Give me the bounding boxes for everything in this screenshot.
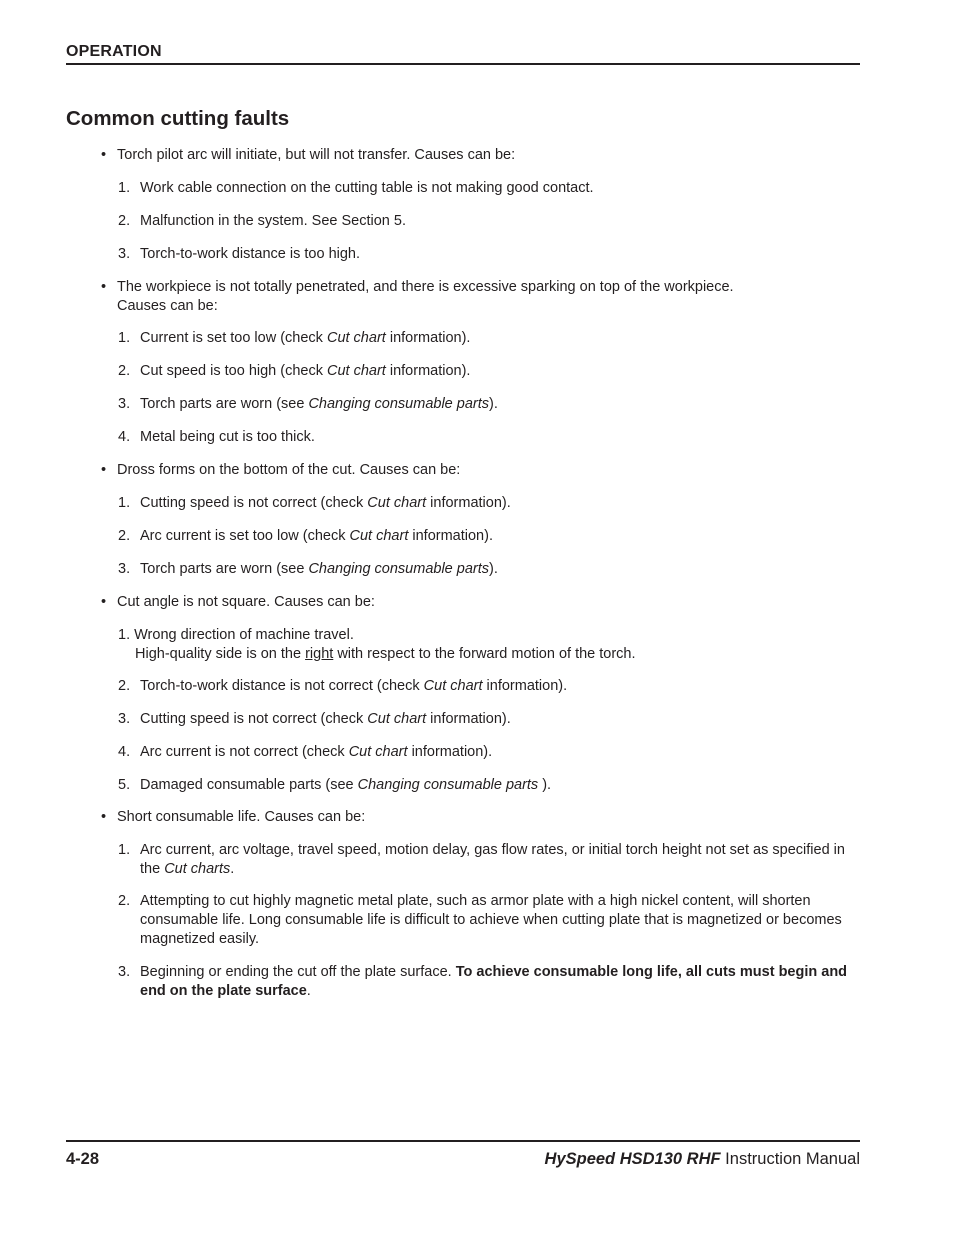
- item-ref: Changing consumable parts: [357, 777, 539, 793]
- fault-bullet: [101, 278, 861, 316]
- cause-item: [101, 560, 861, 579]
- item-text: information).: [385, 330, 471, 346]
- cause-item: [101, 179, 861, 198]
- cause-item: [101, 494, 861, 513]
- item-ref: Cut chart: [367, 495, 427, 511]
- cause-item: [101, 743, 861, 762]
- fault-bullet: [101, 461, 861, 480]
- item-number: 2.: [118, 678, 131, 694]
- item-text: information).: [385, 363, 471, 379]
- item-ref: Changing consumable parts: [308, 396, 489, 412]
- item-text: Torch parts are worn (see: [140, 396, 309, 412]
- header-rule: [66, 63, 860, 65]
- item-ref: Cut chart: [327, 363, 386, 379]
- bullet-text: Cut angle is not square. Causes can be:: [117, 594, 375, 610]
- item-text-cont: [118, 645, 861, 664]
- item-number: 3.: [118, 964, 131, 980]
- item-number: 3.: [118, 396, 131, 412]
- item-number: 4.: [118, 744, 131, 760]
- item-ref: Cut chart: [326, 330, 386, 346]
- item-text: information).: [407, 744, 493, 760]
- item-text: Arc current is set too low (check: [140, 528, 350, 544]
- item-text: Current is set too low (check: [140, 330, 327, 346]
- item-text: with respect to the forward motion of the torch.: [333, 646, 636, 662]
- product-name: HySpeed HSD130 RHF: [544, 1150, 721, 1168]
- doc-type: Instruction Manual: [720, 1150, 860, 1168]
- item-text: information).: [426, 711, 511, 727]
- item-number: 2.: [118, 213, 131, 229]
- item-ref: Cut chart: [423, 678, 483, 694]
- footer-title: [545, 1150, 860, 1169]
- cause-item: [101, 963, 861, 1001]
- item-number: 1.: [118, 330, 131, 346]
- item-text: ).: [538, 777, 552, 793]
- item-text: Torch-to-work distance is too high.: [140, 246, 361, 262]
- cause-item: [101, 428, 861, 447]
- cause-item: [101, 626, 861, 664]
- bullet-text: Dross forms on the bottom of the cut. Causes can be:: [117, 462, 461, 478]
- item-text: Torch-to-work distance is not correct (check: [140, 678, 424, 694]
- section-header: OPERATION: [66, 43, 162, 60]
- item-text: Cutting speed is not correct (check: [140, 495, 368, 511]
- bullet-dot: •: [101, 279, 107, 295]
- fault-bullet: [101, 593, 861, 612]
- item-text: 1. Wrong direction of machine travel.: [118, 627, 354, 643]
- page-title: Common cutting faults: [66, 107, 290, 130]
- item-ref: Cut chart: [367, 711, 427, 727]
- bullet-dot: •: [101, 809, 107, 825]
- item-text: ).: [489, 561, 498, 577]
- bullet-text: Short consumable life. Causes can be:: [117, 809, 366, 825]
- cause-item: [101, 362, 861, 381]
- fault-bullet: [101, 808, 861, 827]
- cause-item: [101, 892, 861, 949]
- cause-item: [101, 329, 861, 348]
- item-number: 2.: [118, 528, 131, 544]
- fault-bullet: [101, 146, 861, 165]
- page-number: 4-28: [66, 1150, 100, 1168]
- item-number: 2.: [118, 363, 131, 379]
- item-ref: Changing consumable parts: [308, 561, 489, 577]
- bullet-text: The workpiece is not totally penetrated, and there is excessive sparking on top of the workpiece.: [117, 279, 734, 295]
- cause-item: [101, 245, 861, 264]
- item-number: 5.: [118, 777, 131, 793]
- item-ref: Cut chart: [348, 744, 408, 760]
- item-text: .: [306, 983, 311, 999]
- cause-item: [101, 677, 861, 696]
- bullet-dot: •: [101, 594, 107, 610]
- item-text: information).: [482, 678, 568, 694]
- item-text: Metal being cut is too thick.: [140, 429, 315, 445]
- footer-rule: [66, 1140, 860, 1142]
- cause-item: [101, 212, 861, 231]
- item-number: 1.: [118, 180, 131, 196]
- bullet-dot: •: [101, 147, 107, 163]
- cause-item: [101, 395, 861, 414]
- item-number: 3.: [118, 711, 131, 727]
- cause-item: [101, 527, 861, 546]
- item-number: 2.: [118, 893, 131, 909]
- item-text: .: [230, 861, 235, 877]
- item-text: information).: [426, 495, 511, 511]
- item-text: Work cable connection on the cutting table is not making good contact.: [140, 180, 594, 196]
- item-number: 4.: [118, 429, 131, 445]
- item-text: Torch parts are worn (see: [140, 561, 309, 577]
- item-text: Attempting to cut highly magnetic metal plate, such as armor plate with a high nickel content, will shorten consumable life. Long consumable life is difficult to achieve when cutting plate that is magnetized or becomes magnetized easily.: [140, 893, 842, 947]
- bullet-text: Torch pilot arc will initiate, but will not transfer. Causes can be:: [117, 147, 516, 163]
- item-text: Beginning or ending the cut off the plate surface.: [140, 964, 456, 980]
- item-text: Damaged consumable parts (see: [140, 777, 358, 793]
- item-text: Arc current is not correct (check: [140, 744, 349, 760]
- cause-item: [101, 776, 861, 795]
- bullet-text-cont: Causes can be:: [117, 298, 218, 314]
- item-emphasis: right: [305, 646, 334, 662]
- item-text: Arc current, arc voltage, travel speed, motion delay, gas flow rates, or initial torch height not set as specified in the: [140, 842, 845, 877]
- item-text: High-quality side is on the: [135, 646, 306, 662]
- item-number: 1.: [118, 495, 131, 511]
- item-text: ).: [489, 396, 498, 412]
- cause-item: [101, 841, 861, 879]
- item-ref: Cut charts: [164, 861, 231, 877]
- fault-list: [101, 146, 861, 1001]
- item-text: information).: [408, 528, 493, 544]
- item-text: Cut speed is too high (check: [140, 363, 327, 379]
- item-text: Cutting speed is not correct (check: [140, 711, 368, 727]
- cause-item: [101, 710, 861, 729]
- item-text: Malfunction in the system. See Section 5.: [140, 213, 406, 229]
- item-number: 3.: [118, 246, 131, 262]
- item-number: 3.: [118, 561, 131, 577]
- item-ref: Cut chart: [349, 528, 409, 544]
- item-emphasis: To achieve consumable long life, all cuts must begin and end on the plate surface: [140, 964, 848, 999]
- bullet-dot: •: [101, 462, 107, 478]
- item-number: 1.: [118, 842, 131, 858]
